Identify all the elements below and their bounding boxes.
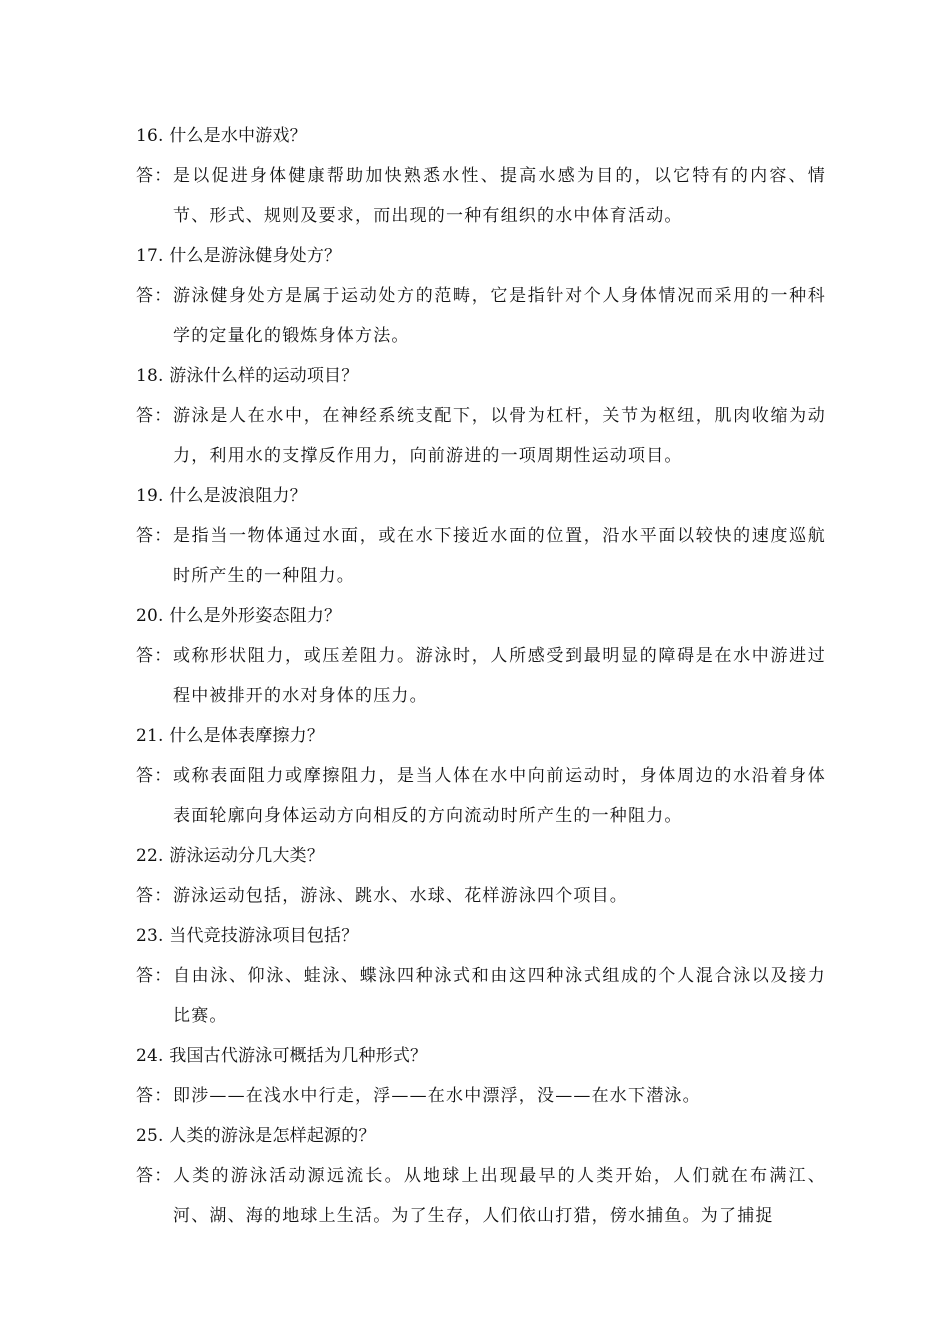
answer-prefix: 答： [136,966,173,986]
answer-block [136,636,826,716]
qa-item [136,476,826,596]
answer-block [136,956,826,1036]
question-text: 20. 什么是外形姿态阻力？ [136,606,342,626]
answer-text: 是指当一物体通过水面，或在水下接近水面的位置，沿水平面以较快的速度巡航时所产生的一种阻力。 [173,526,826,586]
answer-prefix: 答： [136,286,173,306]
question-text: 17. 什么是游泳健身处方？ [136,246,342,266]
qa-item [136,116,826,236]
answer-block [136,156,826,236]
answer-prefix: 答： [136,1166,173,1186]
qa-item [136,596,826,716]
answer-text: 或称表面阻力或摩擦阻力，是当人体在水中向前运动时，身体周边的水沿着身体表面轮廓向身体运动方向相反的方向流动时所产生的一种阻力。 [173,766,826,826]
qa-item [136,356,826,476]
answer-block [136,1076,826,1116]
qa-item [136,836,826,916]
question-text: 25. 人类的游泳是怎样起源的？ [136,1126,376,1146]
question-text: 23. 当代竞技游泳项目包括？ [136,926,359,946]
question-text: 21. 什么是体表摩擦力？ [136,726,325,746]
answer-text: 游泳健身处方是属于运动处方的范畴，它是指针对个人身体情况而采用的一种科学的定量化的锻炼身体方法。 [173,286,826,346]
answer-text: 即涉——在浅水中行走，浮——在水中漂浮，没——在水下潜泳。 [173,1086,701,1106]
question-text: 24. 我国古代游泳可概括为几种形式？ [136,1046,428,1066]
qa-item [136,716,826,836]
answer-block [136,516,826,596]
answer-prefix: 答： [136,166,173,186]
answer-prefix: 答： [136,886,173,906]
answer-text: 游泳是人在水中，在神经系统支配下，以骨为杠杆，关节为枢纽，肌肉收缩为动力，利用水的支撑反作用力，向前游进的一项周期性运动项目。 [173,406,826,466]
answer-text: 游泳运动包括，游泳、跳水、水球、花样游泳四个项目。 [173,886,628,906]
question-text: 22. 游泳运动分几大类？ [136,846,325,866]
question-text: 19. 什么是波浪阻力？ [136,486,307,506]
qa-list [136,116,826,1236]
qa-item [136,236,826,356]
question-text: 16. 什么是水中游戏？ [136,126,307,146]
answer-block [136,1156,826,1236]
answer-prefix: 答： [136,646,173,666]
qa-item [136,916,826,1036]
answer-text: 自由泳、仰泳、蛙泳、蝶泳四种泳式和由这四种泳式组成的个人混合泳以及接力比赛。 [173,966,826,1026]
answer-block [136,276,826,356]
answer-prefix: 答： [136,526,173,546]
answer-block [136,876,826,916]
answer-text: 或称形状阻力，或压差阻力。游泳时，人所感受到最明显的障碍是在水中游进过程中被排开的水对身体的压力。 [173,646,826,706]
qa-item [136,1116,826,1236]
answer-text: 人类的游泳活动源远流长。从地球上出现最早的人类开始，人们就在布满江、河、湖、海的地球上生活。为了生存，人们依山打猎，傍水捕鱼。为了捕捉 [173,1166,826,1226]
answer-prefix: 答： [136,766,173,786]
answer-prefix: 答： [136,406,173,426]
answer-text: 是以促进身体健康帮助加快熟悉水性、提高水感为目的，以它特有的内容、情节、形式、规则及要求，而出现的一种有组织的水中体育活动。 [173,166,826,226]
answer-prefix: 答： [136,1086,173,1106]
answer-block [136,756,826,836]
answer-block [136,396,826,476]
qa-item [136,1036,826,1116]
question-text: 18. 游泳什么样的运动项目？ [136,366,359,386]
